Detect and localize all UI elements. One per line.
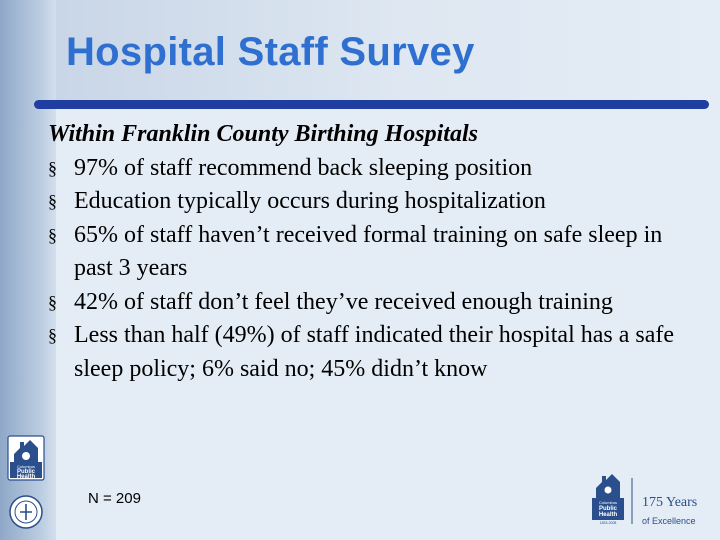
svg-text:175 Years: 175 Years (642, 495, 698, 510)
svg-text:of Excellence: of Excellence (642, 516, 696, 526)
bullet-marker-icon: § (48, 191, 57, 211)
svg-text:Public: Public (16, 469, 36, 475)
bullet-text: Less than half (49%) of staff indicated their hospital has a safe sleep policy; 6% said no; 45% didn’t know (74, 322, 675, 382)
bullet-marker-icon: § (48, 224, 57, 245)
bullet-item (48, 319, 688, 386)
bullet-item (48, 152, 688, 186)
bullet-marker-icon: § (48, 325, 57, 345)
svg-text:1833-2008: 1833-2008 (599, 521, 617, 525)
bullet-item (48, 286, 688, 320)
sample-size-note: N = 209 (88, 490, 141, 507)
bullet-text: 97% of staff recommend back sleeping position (74, 154, 533, 181)
bullet-text: 42% of staff don’t feel they’ve received enough training (74, 288, 613, 315)
title-divider-rule (34, 100, 709, 109)
bullet-item (48, 219, 688, 286)
bullet-list (48, 152, 688, 387)
columbus-public-health-175-years-logo (588, 468, 716, 534)
slide-body (48, 118, 688, 386)
svg-text:Public: Public (598, 506, 618, 512)
svg-text:Columbus: Columbus (16, 464, 36, 469)
bullet-item (48, 185, 688, 219)
slide-title: Hospital Staff Survey (66, 30, 475, 74)
bullet-text: Education typically occurs during hospitalization (74, 188, 546, 214)
svg-text:Health: Health (16, 474, 36, 480)
svg-text:Columbus: Columbus (598, 500, 618, 505)
slide-subheading: Within Franklin County Birthing Hospitals (48, 121, 478, 147)
bullet-text: 65% of staff haven’t received formal training on safe sleep in past 3 years (74, 221, 663, 281)
bullet-marker-icon: § (48, 157, 57, 178)
svg-text:Health: Health (598, 512, 618, 518)
bullet-marker-icon: § (48, 291, 57, 312)
columbus-public-health-logo (2, 432, 50, 532)
